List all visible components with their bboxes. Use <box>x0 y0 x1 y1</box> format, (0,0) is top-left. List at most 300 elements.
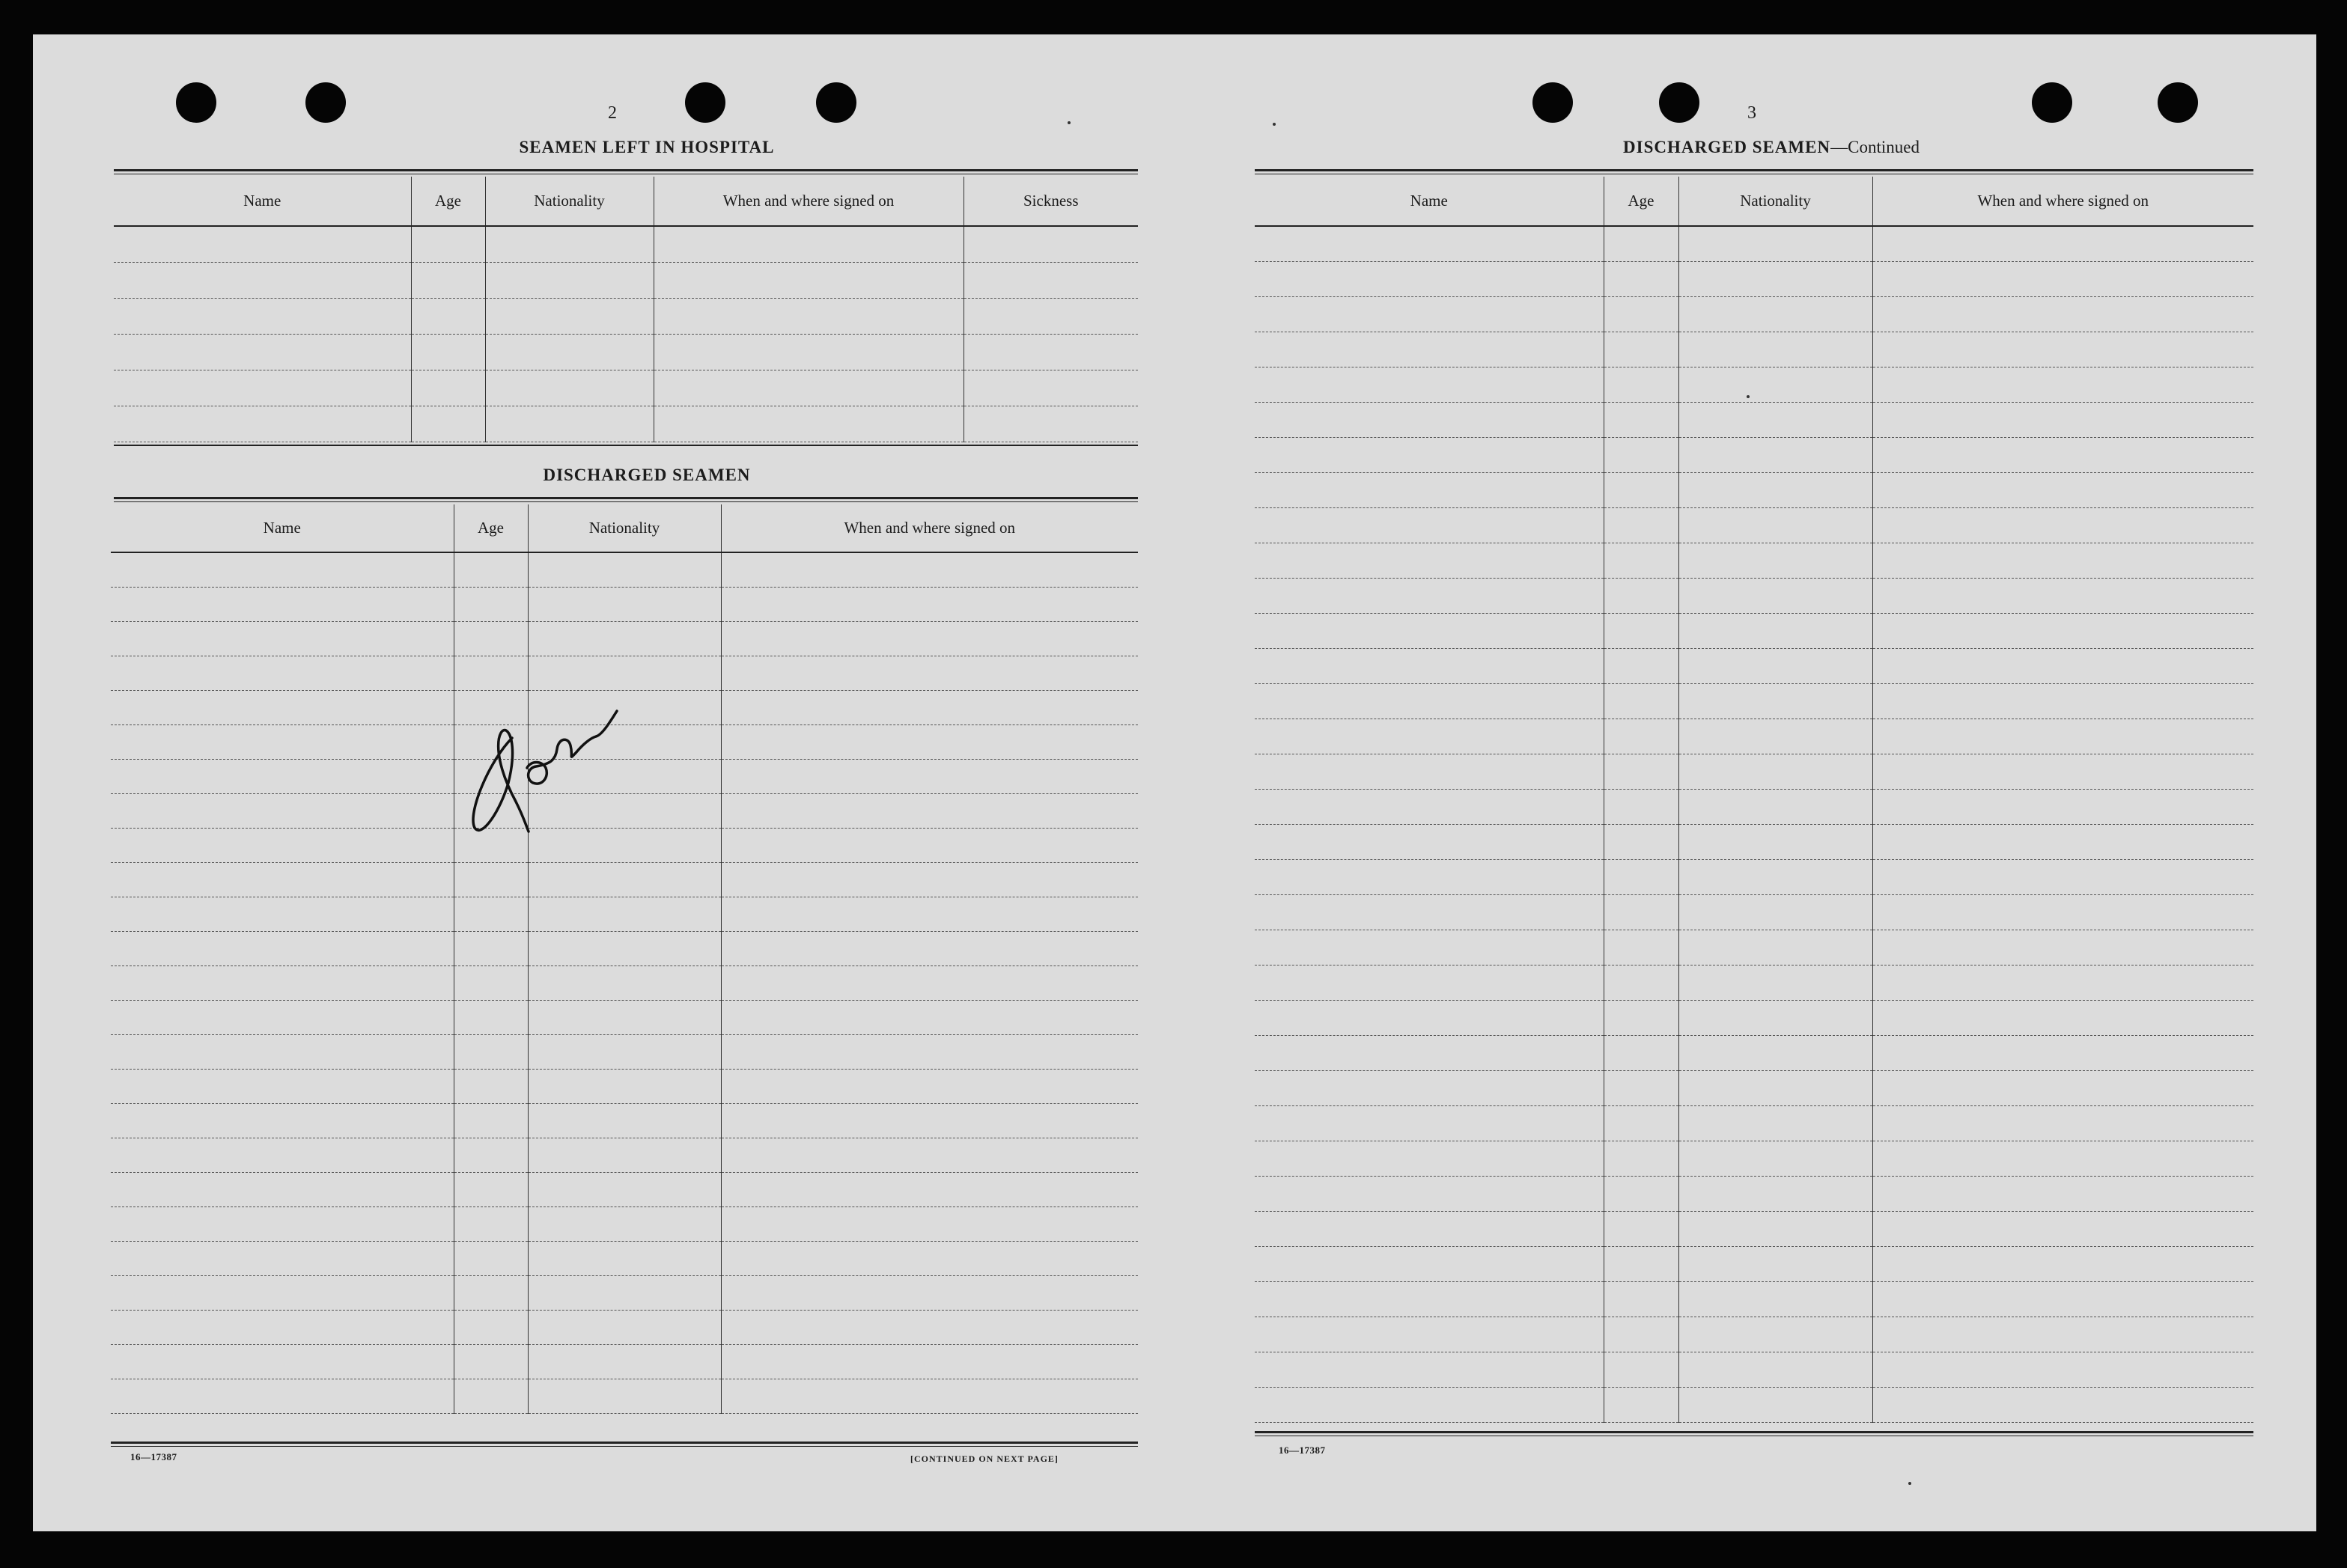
blank-cell <box>454 1275 528 1310</box>
blank-cell <box>1678 1105 1872 1141</box>
blank-cell <box>111 1310 454 1344</box>
blank-cell <box>454 862 528 897</box>
table-row <box>1255 1281 2253 1317</box>
blank-cell <box>111 1379 454 1413</box>
blank-cell <box>454 1241 528 1275</box>
blank-cell <box>114 406 411 442</box>
table-row <box>111 1275 1138 1310</box>
blank-cell <box>111 1034 454 1069</box>
page-number-right: 3 <box>1747 103 1756 123</box>
blank-cell <box>1678 1211 1872 1246</box>
blank-cell <box>1255 1070 1604 1105</box>
blank-cell <box>1255 437 1604 472</box>
blank-cell <box>721 828 1138 862</box>
blank-cell <box>111 1172 454 1206</box>
blank-cell <box>528 862 721 897</box>
blank-cell <box>1604 1105 1678 1141</box>
blank-cell <box>1678 613 1872 648</box>
table-row <box>111 1206 1138 1241</box>
blank-cell <box>964 262 1138 298</box>
blank-cell <box>1678 437 1872 472</box>
table-row <box>111 897 1138 931</box>
blank-cell <box>485 334 654 370</box>
blank-cell <box>528 1034 721 1069</box>
blank-cell <box>1872 472 2253 507</box>
blank-cell <box>111 759 454 793</box>
blank-cell <box>411 406 485 442</box>
blank-cell <box>485 370 654 406</box>
blank-cell <box>454 1172 528 1206</box>
table-row <box>111 1379 1138 1413</box>
blank-cell <box>111 965 454 1000</box>
discharged-continued-title-suffix: —Continued <box>1830 138 1920 156</box>
table-row <box>114 370 1138 406</box>
table-row <box>1255 894 2253 930</box>
table-row <box>1255 507 2253 543</box>
blank-cell <box>721 793 1138 828</box>
blank-cell <box>721 862 1138 897</box>
blank-cell <box>111 1206 454 1241</box>
scanned-document-sheet <box>33 34 2316 1531</box>
blank-cell <box>1604 507 1678 543</box>
blank-cell <box>1255 1176 1604 1211</box>
table-row <box>1255 1141 2253 1176</box>
blank-cell <box>1604 402 1678 437</box>
table-row <box>111 862 1138 897</box>
blank-cell <box>1255 543 1604 578</box>
blank-cell <box>1255 1035 1604 1070</box>
blank-cell <box>528 1275 721 1310</box>
blank-cell <box>1678 578 1872 613</box>
blank-cell <box>454 1000 528 1034</box>
blank-cell <box>528 1241 721 1275</box>
blank-cell <box>111 1138 454 1172</box>
blank-cell <box>454 1034 528 1069</box>
blank-cell <box>1872 1035 2253 1070</box>
blank-cell <box>454 1379 528 1413</box>
column-header-when-and-where-signed-on: When and where signed on <box>721 504 1138 552</box>
blank-cell <box>528 1138 721 1172</box>
blank-cell <box>1872 1352 2253 1387</box>
column-header-nationality: Nationality <box>485 177 654 226</box>
blank-cell <box>1604 578 1678 613</box>
blank-cell <box>454 897 528 931</box>
punch-hole <box>685 82 725 123</box>
scan-speck <box>1273 123 1276 126</box>
scan-speck <box>1908 1482 1911 1485</box>
blank-cell <box>1678 1000 1872 1035</box>
blank-cell <box>1678 859 1872 894</box>
blank-cell <box>1678 1387 1872 1422</box>
blank-cell <box>1604 859 1678 894</box>
blank-cell <box>111 690 454 724</box>
table-row <box>1255 754 2253 789</box>
blank-cell <box>1604 1281 1678 1317</box>
blank-cell <box>1678 719 1872 754</box>
blank-cell <box>1604 1176 1678 1211</box>
blank-cell <box>1604 437 1678 472</box>
blank-cell <box>1872 894 2253 930</box>
table-row <box>1255 472 2253 507</box>
blank-cell <box>721 690 1138 724</box>
blank-cell <box>721 759 1138 793</box>
table-row <box>111 1000 1138 1034</box>
blank-cell <box>485 406 654 442</box>
blank-cell <box>1604 648 1678 683</box>
blank-cell <box>1872 402 2253 437</box>
blank-cell <box>721 656 1138 690</box>
blank-cell <box>721 1241 1138 1275</box>
table-row <box>1255 367 2253 402</box>
blank-cell <box>1872 965 2253 1000</box>
blank-cell <box>964 298 1138 334</box>
blank-cell <box>1255 261 1604 296</box>
blank-cell <box>721 1034 1138 1069</box>
table-row <box>111 1344 1138 1379</box>
blank-cell <box>721 1344 1138 1379</box>
discharged-header-rule <box>114 497 1138 502</box>
blank-cell <box>721 1069 1138 1103</box>
blank-cell <box>654 262 964 298</box>
continued-on-next-page-note: [CONTINUED ON NEXT PAGE] <box>910 1453 1059 1464</box>
blank-cell <box>1872 437 2253 472</box>
blank-cell <box>1604 894 1678 930</box>
blank-cell <box>454 1310 528 1344</box>
blank-cell <box>114 334 411 370</box>
blank-cell <box>1604 1211 1678 1246</box>
blank-cell <box>721 931 1138 965</box>
blank-cell <box>1872 1281 2253 1317</box>
table-row <box>1255 578 2253 613</box>
blank-cell <box>1678 754 1872 789</box>
table-row <box>1255 965 2253 1000</box>
blank-cell <box>411 370 485 406</box>
blank-cell <box>1872 719 2253 754</box>
blank-cell <box>111 793 454 828</box>
blank-cell <box>1678 648 1872 683</box>
discharged-continued-title-main: DISCHARGED SEAMEN <box>1623 138 1831 156</box>
blank-cell <box>721 1275 1138 1310</box>
table-row <box>111 1034 1138 1069</box>
table-row <box>1255 930 2253 965</box>
handwritten-none-signature <box>437 648 677 843</box>
table-row <box>111 1138 1138 1172</box>
blank-cell <box>1255 578 1604 613</box>
table-row <box>1255 332 2253 367</box>
blank-cell <box>528 965 721 1000</box>
blank-cell <box>1678 332 1872 367</box>
blank-cell <box>1255 894 1604 930</box>
blank-cell <box>1604 824 1678 859</box>
table-row <box>1255 1000 2253 1035</box>
table-row <box>1255 683 2253 719</box>
blank-cell <box>1872 332 2253 367</box>
blank-cell <box>721 1138 1138 1172</box>
table-row <box>1255 437 2253 472</box>
blank-cell <box>1678 930 1872 965</box>
column-header-sickness: Sickness <box>964 177 1138 226</box>
continued-bottom-rule <box>1255 1431 2253 1436</box>
table-row <box>1255 648 2253 683</box>
blank-cell <box>1872 1246 2253 1281</box>
blank-cell <box>1872 824 2253 859</box>
table-row <box>1255 261 2253 296</box>
form-number-left: 16—17387 <box>130 1451 177 1462</box>
table-row <box>1255 613 2253 648</box>
punch-hole <box>2158 82 2198 123</box>
table-row <box>111 1069 1138 1103</box>
table-row <box>1255 1176 2253 1211</box>
table-row <box>1255 1317 2253 1352</box>
blank-cell <box>454 1206 528 1241</box>
continued-header-rule <box>1255 169 2253 174</box>
blank-cell <box>654 226 964 262</box>
blank-cell <box>1678 472 1872 507</box>
table-row <box>1255 1352 2253 1387</box>
blank-cell <box>411 298 485 334</box>
blank-cell <box>1255 1317 1604 1352</box>
punch-hole <box>2032 82 2072 123</box>
column-header-name: Name <box>114 177 411 226</box>
blank-cell <box>1872 296 2253 332</box>
blank-cell <box>1678 824 1872 859</box>
blank-cell <box>111 587 454 621</box>
blank-cell <box>111 828 454 862</box>
blank-cell <box>1255 367 1604 402</box>
blank-cell <box>114 262 411 298</box>
blank-cell <box>1604 332 1678 367</box>
blank-cell <box>964 334 1138 370</box>
blank-cell <box>1255 507 1604 543</box>
blank-cell <box>721 965 1138 1000</box>
blank-cell <box>111 621 454 656</box>
blank-cell <box>1255 402 1604 437</box>
column-header-name: Name <box>1255 177 1604 226</box>
blank-cell <box>1872 1211 2253 1246</box>
blank-cell <box>1255 859 1604 894</box>
table-row <box>1255 1105 2253 1141</box>
blank-cell <box>1678 402 1872 437</box>
table-row <box>1255 859 2253 894</box>
blank-cell <box>1872 226 2253 261</box>
punch-hole <box>1659 82 1699 123</box>
column-header-name: Name <box>111 504 454 552</box>
blank-cell <box>1604 1141 1678 1176</box>
blank-cell <box>454 587 528 621</box>
blank-cell <box>1678 894 1872 930</box>
table-row <box>111 965 1138 1000</box>
blank-cell <box>721 587 1138 621</box>
form-number-right: 16—17387 <box>1279 1445 1326 1456</box>
blank-cell <box>411 262 485 298</box>
blank-cell <box>1604 683 1678 719</box>
blank-cell <box>654 334 964 370</box>
blank-cell <box>411 334 485 370</box>
blank-cell <box>721 1310 1138 1344</box>
blank-cell <box>1604 1035 1678 1070</box>
blank-cell <box>721 621 1138 656</box>
blank-cell <box>485 226 654 262</box>
blank-cell <box>114 298 411 334</box>
blank-cell <box>1872 1176 2253 1211</box>
blank-cell <box>528 552 721 587</box>
column-header-when-and-where-signed-on: When and where signed on <box>654 177 964 226</box>
discharged-table <box>111 504 1138 1414</box>
table-row <box>1255 296 2253 332</box>
blank-cell <box>1604 1317 1678 1352</box>
blank-cell <box>1678 1176 1872 1211</box>
blank-cell <box>528 1310 721 1344</box>
blank-cell <box>1872 930 2253 965</box>
blank-cell <box>528 1379 721 1413</box>
blank-cell <box>1872 789 2253 824</box>
table-row <box>111 1172 1138 1206</box>
blank-cell <box>1604 1352 1678 1387</box>
blank-cell <box>111 1069 454 1103</box>
blank-cell <box>1872 859 2253 894</box>
blank-cell <box>1872 367 2253 402</box>
hospital-header-rule <box>114 169 1138 174</box>
blank-cell <box>528 1344 721 1379</box>
blank-cell <box>964 370 1138 406</box>
blank-cell <box>1255 1141 1604 1176</box>
blank-cell <box>1604 613 1678 648</box>
blank-cell <box>1678 1246 1872 1281</box>
blank-cell <box>721 897 1138 931</box>
blank-cell <box>1255 1000 1604 1035</box>
table-row <box>111 1103 1138 1138</box>
blank-cell <box>1872 578 2253 613</box>
table-row <box>1255 824 2253 859</box>
blank-cell <box>111 724 454 759</box>
blank-cell <box>1872 683 2253 719</box>
blank-cell <box>454 965 528 1000</box>
table-row <box>114 406 1138 442</box>
blank-cell <box>1604 367 1678 402</box>
blank-cell <box>1255 1387 1604 1422</box>
blank-cell <box>1604 965 1678 1000</box>
blank-cell <box>454 1344 528 1379</box>
table-row <box>114 334 1138 370</box>
table-row <box>1255 226 2253 261</box>
blank-cell <box>721 724 1138 759</box>
blank-cell <box>1678 789 1872 824</box>
table-row <box>114 226 1138 262</box>
blank-cell <box>1255 1105 1604 1141</box>
blank-cell <box>1255 930 1604 965</box>
table-row <box>114 262 1138 298</box>
hospital-bottom-rule <box>114 445 1138 446</box>
blank-cell <box>485 262 654 298</box>
blank-cell <box>1604 226 1678 261</box>
blank-cell <box>111 1344 454 1379</box>
blank-cell <box>1604 472 1678 507</box>
discharged-continued-title <box>1397 138 2146 157</box>
blank-cell <box>1255 789 1604 824</box>
table-row <box>1255 543 2253 578</box>
blank-cell <box>1872 1317 2253 1352</box>
blank-cell <box>1255 472 1604 507</box>
blank-cell <box>1678 507 1872 543</box>
blank-cell <box>1255 332 1604 367</box>
blank-cell <box>1872 1387 2253 1422</box>
table-row <box>1255 1070 2253 1105</box>
blank-cell <box>111 1275 454 1310</box>
table-row <box>1255 1387 2253 1422</box>
hospital-section-title: SEAMEN LEFT IN HOSPITAL <box>519 138 775 156</box>
blank-cell <box>1255 226 1604 261</box>
blank-cell <box>411 226 485 262</box>
blank-cell <box>1678 1352 1872 1387</box>
blank-cell <box>111 897 454 931</box>
blank-cell <box>964 406 1138 442</box>
blank-cell <box>1255 824 1604 859</box>
blank-cell <box>721 1379 1138 1413</box>
blank-cell <box>1604 543 1678 578</box>
blank-cell <box>654 298 964 334</box>
table-row <box>1255 1211 2253 1246</box>
table-row <box>1255 1035 2253 1070</box>
punch-hole <box>305 82 346 123</box>
blank-cell <box>111 931 454 965</box>
blank-cell <box>1872 648 2253 683</box>
column-header-when-and-where-signed-on: When and where signed on <box>1872 177 2253 226</box>
blank-cell <box>1678 1281 1872 1317</box>
blank-cell <box>111 552 454 587</box>
blank-cell <box>1872 613 2253 648</box>
blank-cell <box>1604 719 1678 754</box>
column-header-age: Age <box>454 504 528 552</box>
blank-cell <box>1604 930 1678 965</box>
blank-cell <box>114 226 411 262</box>
blank-cell <box>964 226 1138 262</box>
blank-cell <box>1255 1246 1604 1281</box>
blank-cell <box>1678 1141 1872 1176</box>
blank-cell <box>1678 543 1872 578</box>
blank-cell <box>1604 1000 1678 1035</box>
blank-cell <box>1678 1317 1872 1352</box>
table-row <box>1255 719 2253 754</box>
blank-cell <box>528 897 721 931</box>
blank-cell <box>454 931 528 965</box>
blank-cell <box>111 862 454 897</box>
blank-cell <box>1255 719 1604 754</box>
blank-cell <box>1872 1141 2253 1176</box>
blank-cell <box>1872 1105 2253 1141</box>
blank-cell <box>1872 1000 2253 1035</box>
column-header-age: Age <box>1604 177 1678 226</box>
blank-cell <box>1678 367 1872 402</box>
blank-cell <box>1872 754 2253 789</box>
blank-cell <box>1604 754 1678 789</box>
page-number-left: 2 <box>608 103 617 123</box>
blank-cell <box>454 1069 528 1103</box>
blank-cell <box>528 1206 721 1241</box>
blank-cell <box>528 587 721 621</box>
blank-cell <box>1678 226 1872 261</box>
blank-cell <box>528 1103 721 1138</box>
punch-hole <box>816 82 856 123</box>
blank-cell <box>721 1103 1138 1138</box>
blank-cell <box>1255 754 1604 789</box>
blank-cell <box>1255 965 1604 1000</box>
table-row <box>111 587 1138 621</box>
blank-cell <box>1872 261 2253 296</box>
blank-cell <box>1604 1070 1678 1105</box>
blank-cell <box>1255 296 1604 332</box>
blank-cell <box>1604 789 1678 824</box>
blank-cell <box>1255 683 1604 719</box>
